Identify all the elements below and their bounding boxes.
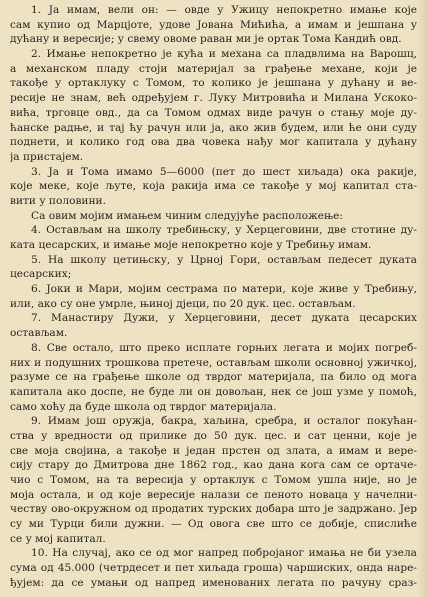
document-text xyxy=(10,3,417,591)
text-line: ђујем: да се умањи од напред именованих легата по рачуну сраз- xyxy=(10,576,417,589)
text-line: 1. Ја имам, вели он: — овде у Ужицу непокретно имање које xyxy=(31,4,417,16)
text-line: Са овим мојим имањем чиним следујуће расположење: xyxy=(31,209,343,222)
text-line: 6. Јоки и Мари, мојим сестрама по матери, које живе у Требињу, xyxy=(31,283,417,296)
text-line: вића, трговце овд., да са Томом одмах виде рачун о стању моје ду- xyxy=(10,106,417,119)
text-line: 9. Имам још оружја, бакра, хаљина, сребра, и осталог покућан- xyxy=(31,415,417,428)
page-edge-shadow xyxy=(417,0,427,597)
text-line: 5. На школу цетињску, у Црној Гори, остављам педесет дуката xyxy=(31,253,417,266)
text-line: такође у ортаклуку с Томом, то колико је јешпана у дућану и ве- xyxy=(10,77,417,90)
text-line: разуме се на грађење школе од тврдог материјала, па било од мога xyxy=(10,371,417,384)
text-line: капитала ако доспе, не буде ли он довољан, нек се још узме у помоћ, xyxy=(10,385,417,398)
text-line: 7. Манастиру Дужи, у Херцеговини, десет дуката цесарских xyxy=(31,312,417,325)
text-line: моја остала, и од које вересије налази се пеното новаца у начелни- xyxy=(10,488,417,501)
text-line: које меке, које љуте, која ракија има се такође у мој капитал ста- xyxy=(10,180,417,193)
text-line: ства у вредности од прилике до 50 дук. цес. и сат ценни, које је xyxy=(10,429,417,442)
text-line: ресије не знам, већ одређујем г. Луку Митровића и Милана Ускоко- xyxy=(10,92,417,105)
text-line: ката цесарских, и имање моје непокретно које у Требињу имам. xyxy=(10,239,372,251)
text-line: остављам. xyxy=(10,327,68,340)
text-line: цесарских; xyxy=(10,268,72,281)
text-line: 8. Све остало, што преко исплате горњих легата и мојих погреб- xyxy=(31,341,417,354)
text-line: 2. Имање непокретно је кућа и механа са пладвлима на Варошц, xyxy=(31,48,417,61)
text-line: них и подушних трошкова претече, остављам школи основној ужичкој, xyxy=(10,356,417,369)
text-line: сума од 45.000 (четрдесет и пет хиљада гроша) чаршиских, онда наре- xyxy=(10,562,417,575)
text-line: или, ако су оне умрле, њиној дјеци, по 20 дук. цес. остављам. xyxy=(10,297,356,310)
text-line: вити у половини. xyxy=(10,194,106,207)
text-line: честву ово-окружном од продатих турских добара што је задржано. Јер xyxy=(10,503,417,516)
text-line: ја пристајем. xyxy=(10,150,84,163)
text-line: а механском пладу стоји материјал за грађење механе, који је xyxy=(10,62,417,75)
text-line: само хоћу да буде школа од тврдог материјала. xyxy=(10,400,277,413)
text-line: сију стару до Дмитрова дне 1862 год., као дана кога сам се ортаче- xyxy=(10,459,417,472)
text-line: чио с Томом, на та вересија у ортаклук с Томом ушла није, но је xyxy=(10,474,417,486)
text-line: 10. На случај, ако се од мог напред побројаног имања не би узела xyxy=(31,547,417,560)
text-line: све моја својина, а такође и један прстен од злата, а имам и вере- xyxy=(10,444,417,457)
text-line: 3. Ја и Тома имамо 5—6000 (пет до шест хиљада) ока ракије, xyxy=(31,165,417,178)
text-line: 4. Остављам на школу требињску, у Херцеговини, две стотине ду- xyxy=(31,224,417,237)
text-line: ћанске радње, и тај ћу рачун или ја, ако жив будем, или ће они суду xyxy=(10,121,417,134)
text-line: поднети, и колико год ова два човека нађу мог капитала у дућану xyxy=(10,136,417,149)
text-line: сам купио од Марцјоте, удове Јована Мићића, а имам и јешпана у xyxy=(10,18,417,31)
text-line: су ми Турци били дужни. — Од овога све што се добије, спислиће xyxy=(10,518,417,531)
text-line: се у мој капитал. xyxy=(10,532,106,545)
text-line: дућану и вересије; у свему овоме раван ми је ортак Тома Кандић овд. xyxy=(10,33,402,46)
